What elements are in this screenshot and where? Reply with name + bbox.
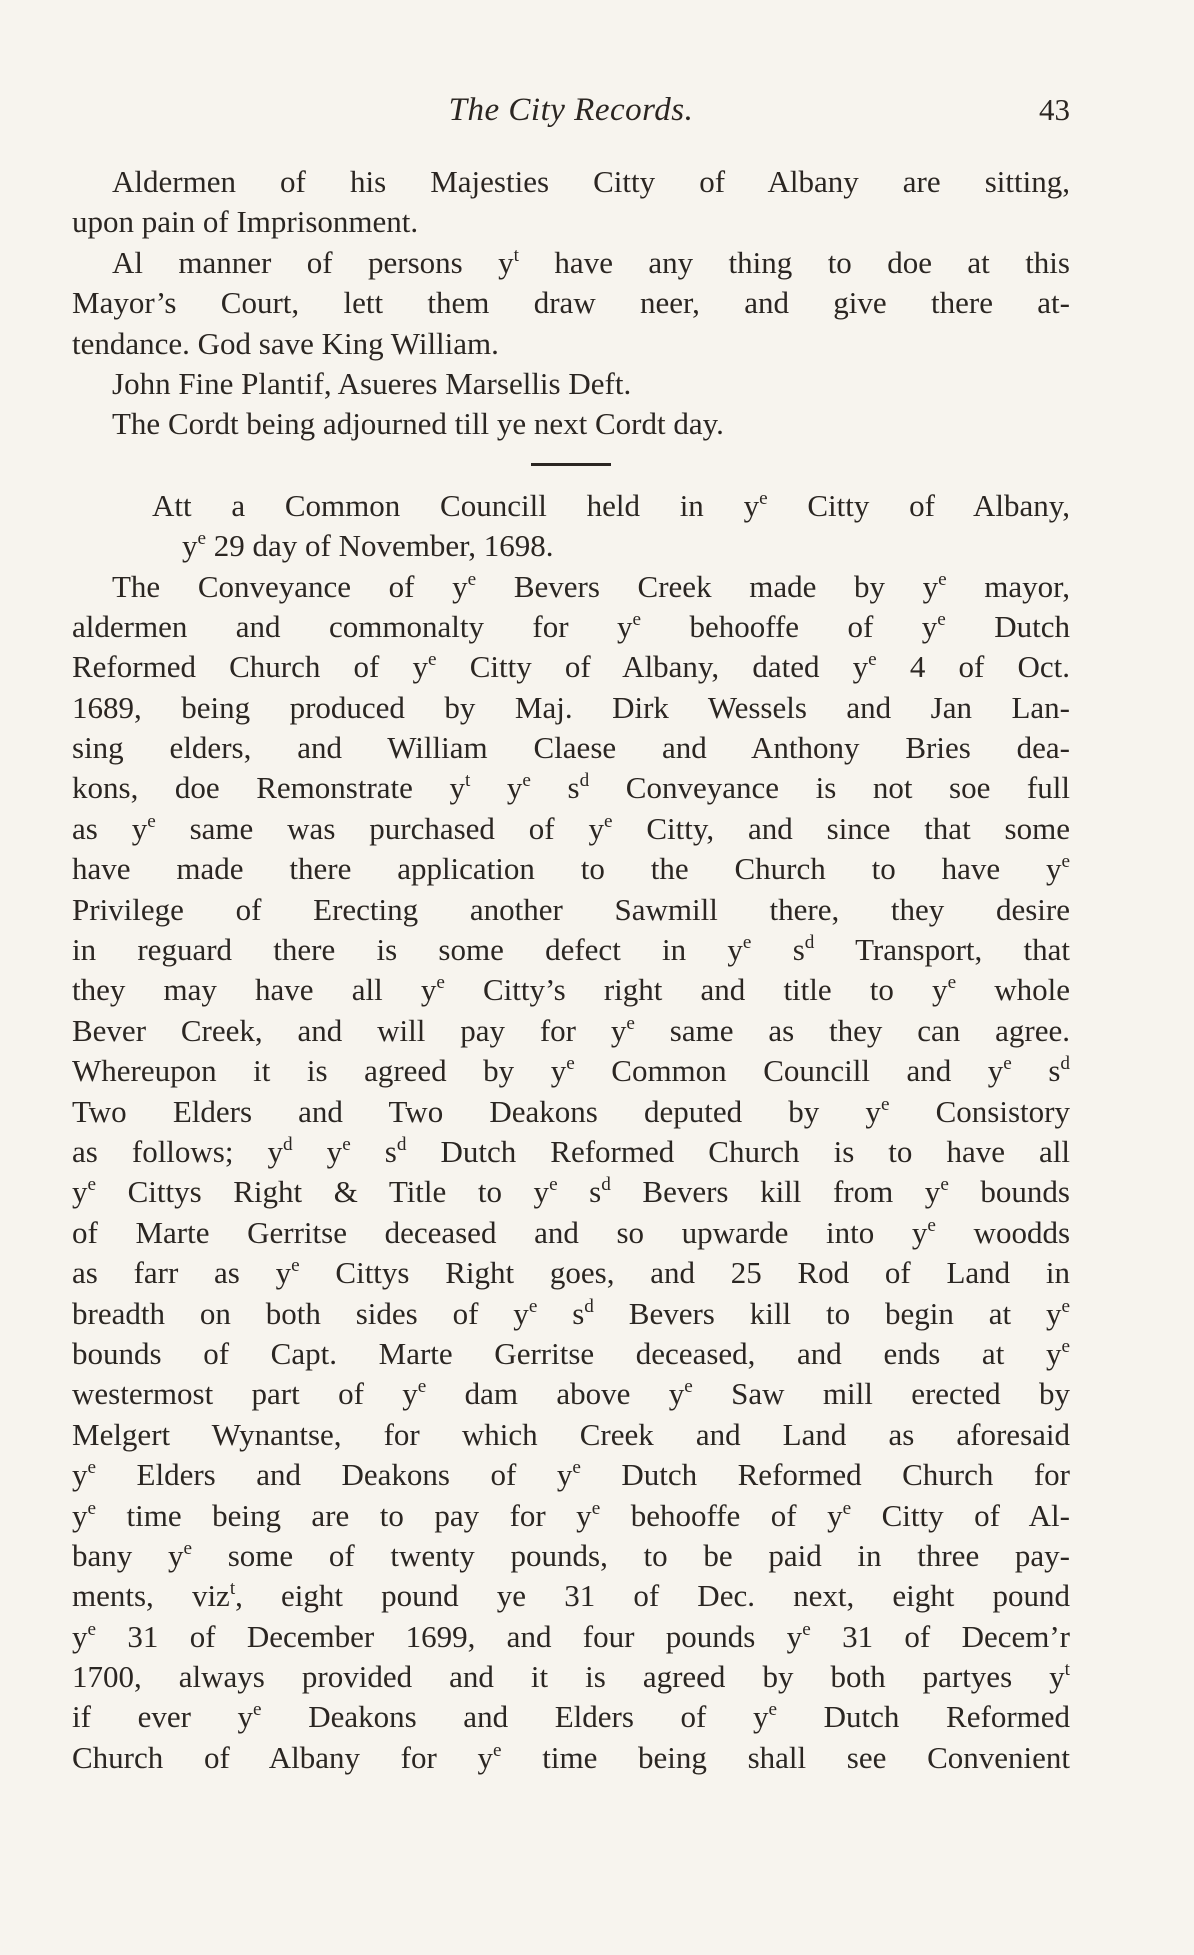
text-line: Reformed Church of $y^e$ Citty of Albany, dated $y^e$ 4 of Oct. (72, 649, 1070, 685)
paragraph-conveyance (72, 567, 1070, 1779)
running-title: The City Records. (448, 92, 694, 128)
text-line: Two Elders and Two Deakons deputed by $y^e$ Consistory (72, 1093, 1070, 1129)
text-line: Mayor’s Court, lett them draw neer, and give there at- (72, 285, 1070, 321)
text-line: $y^e$ 31 of December 1699, and four pounds $y^e$ 31 of Decem’r (72, 1618, 1070, 1654)
text-line: The Conveyance of $y^e$ Bevers Creek made by $y^e$ mayor, (112, 568, 1070, 604)
text-line: sing elders, and William Claese and Anthony Bries dea- (72, 730, 1070, 766)
text-line: Melgert Wynantse, for which Creek and Land as aforesaid (72, 1416, 1070, 1452)
paragraph-case (72, 364, 1070, 404)
text-line: as farr as $y^e$ Cittys Right goes, and 25 Rod of Land in (72, 1255, 1070, 1291)
text-line: Att a Common Councill held in $y^e$ Citty of Albany, (152, 487, 1070, 523)
text-line: as follows; $y^d$ $y^e$ $s^d$ Dutch Reformed Church is to have all (72, 1133, 1070, 1169)
text-line: Privilege of Erecting another Sawmill there, they desire (72, 891, 1070, 927)
text-line: 1700, always provided and it is agreed by both partyes $y^t$ (72, 1659, 1070, 1695)
text-line: upon pain of Imprisonment. (72, 204, 419, 240)
text-line: if ever $y^e$ Deakons and Elders of $y^e$ Dutch Reformed (72, 1699, 1070, 1735)
text-line: $y^e$ time being are to pay for $y^e$ behooffe of $y^e$ Citty of Al- (72, 1497, 1070, 1533)
text-line: tendance. God save King William. (72, 325, 499, 361)
text-line: bany $y^e$ some of twenty pounds, to be paid in three pay- (72, 1537, 1070, 1573)
section-divider (531, 463, 611, 466)
running-head (72, 92, 1070, 132)
text-line: $y^e$ Elders and Deakons of $y^e$ Dutch Reformed Church for (72, 1457, 1070, 1493)
text-line: in reguard there is some defect in $y^e$ $s^d$ Transport, that (72, 932, 1070, 968)
text-line: ments, viz$^t$, eight pound ye 31 of Dec. next, eight pound (72, 1578, 1070, 1614)
paragraph-proclamation (72, 243, 1070, 364)
text-line: westermost part of $y^e$ dam above $y^e$ Saw mill erected by (72, 1376, 1070, 1412)
text-line: The Cordt being adjourned till ye next Cordt day. (112, 406, 724, 442)
text-line: aldermen and commonalty for $y^e$ behooffe of $y^e$ Dutch (72, 608, 1070, 644)
paragraph-court-summons (72, 162, 1070, 243)
page-number: 43 (1039, 92, 1070, 127)
text-line: John Fine Plantif, Asueres Marsellis Deft. (112, 365, 632, 401)
text-line: Bever Creek, and will pay for $y^e$ same as they can agree. (72, 1012, 1070, 1048)
text-line: they may have all $y^e$ Citty’s right and title to $y^e$ whole (72, 972, 1070, 1008)
paragraph-adjournment (72, 404, 1070, 444)
text-line: of Marte Gerritse deceased and so upwarde into $y^e$ woodds (72, 1214, 1070, 1250)
page-body (72, 162, 1070, 1778)
text-line: Church of Albany for $y^e$ time being shall see Convenient (72, 1739, 1070, 1775)
text-line: 1689, being produced by Maj. Dirk Wessels and Jan Lan- (72, 689, 1070, 725)
text-line: $y^e$ 29 day of November, 1698. (182, 528, 554, 564)
text-line: breadth on both sides of $y^e$ $s^d$ Bevers kill to begin at $y^e$ (72, 1295, 1070, 1331)
text-line: as $y^e$ same was purchased of $y^e$ Citty, and since that some (72, 810, 1070, 846)
text-line: $y^e$ Cittys Right & Title to $y^e$ $s^d$ Bevers kill from $y^e$ bounds (72, 1174, 1070, 1210)
text-line: Al manner of persons $y^t$ have any thing to doe at this (112, 244, 1070, 280)
text-line: Whereupon it is agreed by $y^e$ Common Councill and $y^e$ $s^d$ (72, 1053, 1070, 1089)
text-line: bounds of Capt. Marte Gerritse deceased, and ends at $y^e$ (72, 1335, 1070, 1371)
text-line: Aldermen of his Majesties Citty of Albany are sitting, (112, 164, 1070, 199)
section-heading (72, 486, 1070, 567)
text-line: kons, doe Remonstrate $y^t$ $y^e$ $s^d$ Conveyance is not soe full (72, 770, 1070, 806)
text-line: have made there application to the Church to have $y^e$ (72, 851, 1070, 887)
